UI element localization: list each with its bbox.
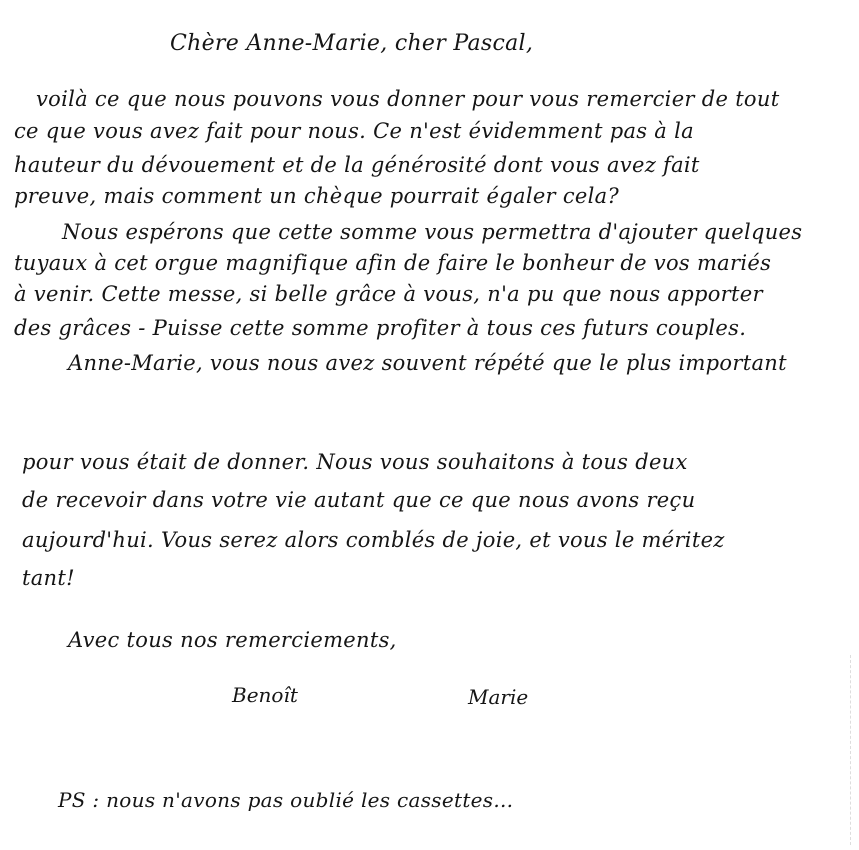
signature-benoit: Benoît bbox=[232, 683, 298, 707]
letter-line: de recevoir dans votre vie autant que ce que nous avons reçu bbox=[22, 488, 696, 512]
letter-line: Anne-Marie, vous nous avez souvent répété que le plus important bbox=[68, 351, 787, 375]
letter-line: ce que vous avez fait pour nous. Ce n'est évidemment pas à la bbox=[14, 119, 694, 143]
scan-edge-artifact bbox=[850, 655, 859, 845]
signature-marie: Marie bbox=[468, 685, 529, 709]
letter-line: Nous espérons que cette somme vous permettra d'ajouter quelques bbox=[62, 220, 803, 244]
letter-closing: Avec tous nos remerciements, bbox=[68, 628, 397, 652]
letter-line: preuve, mais comment un chèque pourrait égaler cela? bbox=[14, 184, 620, 208]
letter-postscript: PS : nous n'avons pas oublié les cassettes... bbox=[58, 788, 514, 812]
letter-line: hauteur du dévouement et de la générosité dont vous avez fait bbox=[14, 153, 700, 177]
letter-line: tant! bbox=[22, 566, 75, 590]
letter-line: à venir. Cette messe, si belle grâce à vous, n'a pu que nous apporter bbox=[14, 282, 763, 306]
letter-line: des grâces - Puisse cette somme profiter à tous ces futurs couples. bbox=[14, 316, 747, 340]
letter-line: aujourd'hui. Vous serez alors comblés de joie, et vous le méritez bbox=[22, 528, 725, 552]
letter-line: tuyaux à cet orgue magnifique afin de faire le bonheur de vos mariés bbox=[14, 251, 772, 275]
letter-line: voilà ce que nous pouvons vous donner pour vous remercier de tout bbox=[36, 87, 780, 111]
letter-line: pour vous était de donner. Nous vous souhaitons à tous deux bbox=[22, 450, 688, 474]
letter-salutation: Chère Anne-Marie, cher Pascal, bbox=[170, 31, 534, 56]
